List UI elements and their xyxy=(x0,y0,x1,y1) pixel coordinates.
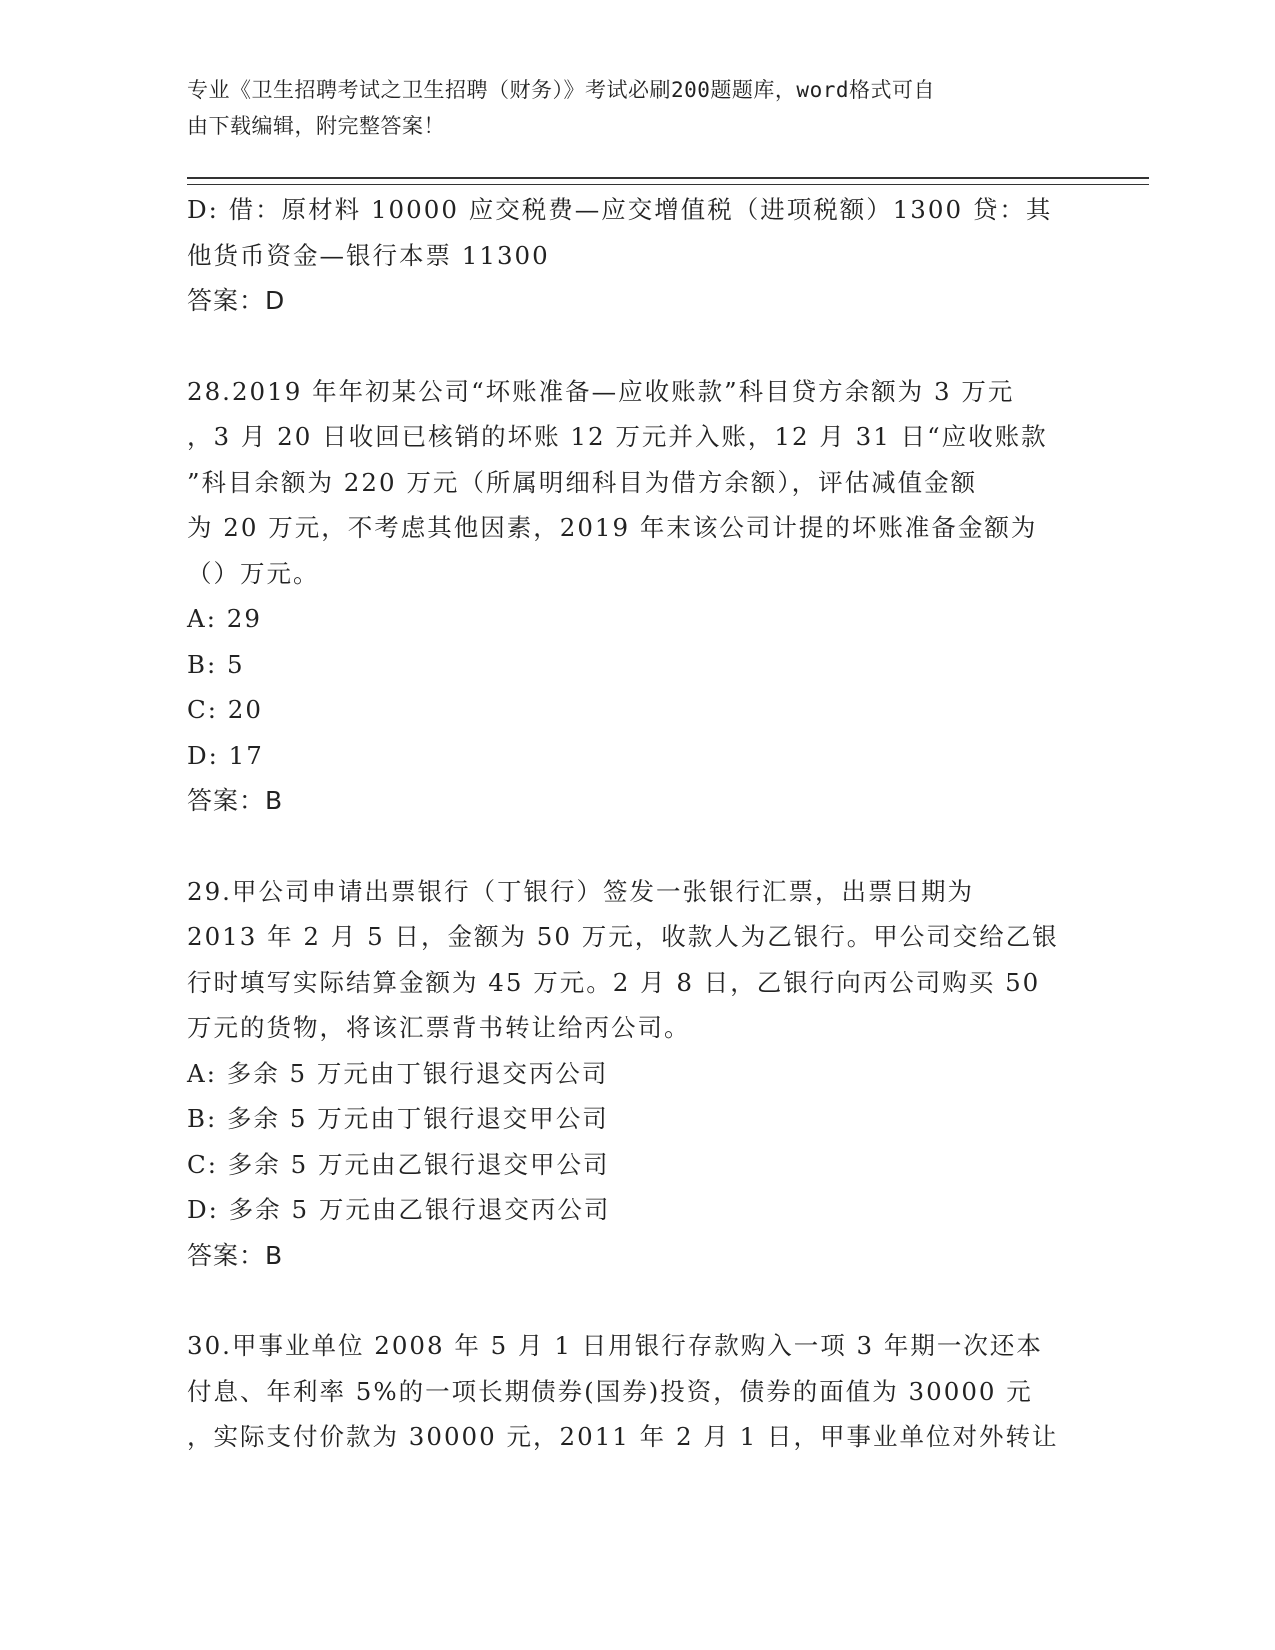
question-28-option-c: C: 20 xyxy=(187,695,263,724)
question-28-option-d: D: 17 xyxy=(187,740,264,770)
spacer xyxy=(187,1278,1087,1323)
question-28-line-2: ，3 月 20 日收回已核销的坏账 12 万元并入账，12 月 31 日“应收账款 xyxy=(187,422,1048,451)
question-28 xyxy=(187,369,1087,824)
question-29-line-4: 万元的货物，将该汇票背书转让给丙公司。 xyxy=(187,1013,691,1042)
question-28-line-3: ”科目余额为 220 万元（所属明细科目为借方余额），评估减值金额 xyxy=(187,467,978,497)
document-body xyxy=(187,187,1087,1460)
answer-28: 答案：B xyxy=(187,786,284,815)
header-line-2: 由下载编辑，附完整答案！ xyxy=(187,114,445,138)
question-28-line-1: 28.2019 年年初某公司“坏账准备—应收账款”科目贷方余额为 3 万元 xyxy=(187,376,1015,406)
question-28-option-b: B: 5 xyxy=(187,649,245,679)
question-28-line-5: （）万元。 xyxy=(187,558,320,588)
question-30-line-2: 付息、年利率 5%的一项长期债券(国券)投资，债券的面值为 30000 元 xyxy=(187,1376,1033,1406)
question-30 xyxy=(187,1323,1087,1460)
question-29 xyxy=(187,869,1087,1279)
answer-27: 答案：D xyxy=(187,286,286,315)
question-29-option-d: D: 多余 5 万元由乙银行退交丙公司 xyxy=(187,1195,611,1224)
document-header xyxy=(187,72,1067,144)
question-29-option-c: C: 多余 5 万元由乙银行退交甲公司 xyxy=(187,1149,610,1179)
spacer xyxy=(187,824,1087,869)
question-30-line-3: ，实际支付价款为 30000 元，2011 年 2 月 1 日，甲事业单位对外转让 xyxy=(187,1422,1059,1451)
question-27-continuation xyxy=(187,187,1087,324)
question-29-line-1: 29.甲公司申请出票银行（丁银行）签发一张银行汇票，出票日期为 xyxy=(187,876,974,906)
header-line-1: 专业《卫生招聘考试之卫生招聘（财务）》考试必刷200题题库，word格式可自 xyxy=(187,78,935,102)
option-d-line-2: 他货币资金—银行本票 11300 xyxy=(187,240,550,270)
spacer xyxy=(187,324,1087,369)
question-29-option-b: B: 多余 5 万元由丁银行退交甲公司 xyxy=(187,1104,609,1133)
question-30-line-1: 30.甲事业单位 2008 年 5 月 1 日用银行存款购入一项 3 年期一次还本 xyxy=(187,1331,1043,1360)
question-29-option-a: A: 多余 5 万元由丁银行退交丙公司 xyxy=(187,1058,609,1088)
question-28-line-4: 为 20 万元，不考虑其他因素，2019 年末该公司计提的坏账准备金额为 xyxy=(187,513,1038,542)
option-d-line-1: D: 借：原材料 10000 应交税费—应交增值税（进项税额）1300 贷：其 xyxy=(187,195,1053,224)
question-29-line-3: 行时填写实际结算金额为 45 万元。2 月 8 日，乙银行向丙公司购买 50 xyxy=(187,967,1041,997)
header-divider-thick xyxy=(187,177,1149,179)
answer-29: 答案：B xyxy=(187,1240,284,1270)
question-29-line-2: 2013 年 2 月 5 日，金额为 50 万元，收款人为乙银行。甲公司交给乙银 xyxy=(187,922,1059,951)
question-28-option-a: A: 29 xyxy=(187,604,262,633)
header-divider-thin xyxy=(187,184,1149,185)
